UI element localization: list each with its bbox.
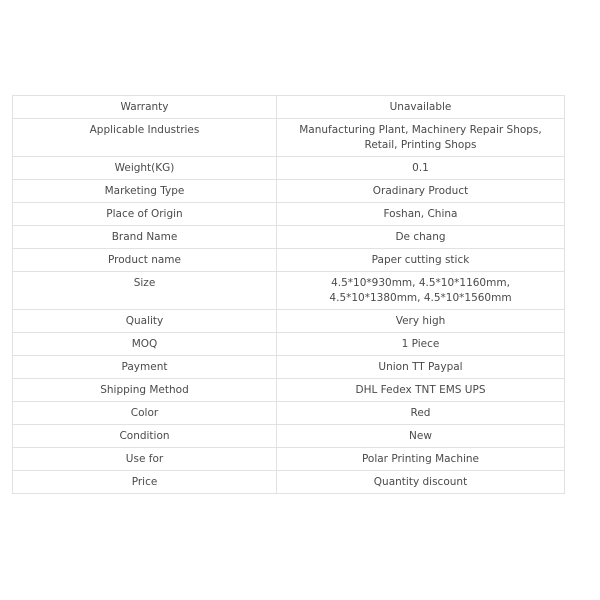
spec-label: Price [13, 471, 277, 494]
table-row [13, 310, 565, 333]
spec-label: Marketing Type [13, 180, 277, 203]
spec-value: 4.5*10*930mm, 4.5*10*1160mm, 4.5*10*1380mm, 4.5*10*1560mm [277, 272, 565, 310]
table-row [13, 425, 565, 448]
spec-value: New [277, 425, 565, 448]
spec-label: Size [13, 272, 277, 310]
spec-label: Condition [13, 425, 277, 448]
spec-label: MOQ [13, 333, 277, 356]
spec-label: Use for [13, 448, 277, 471]
spec-label: Applicable Industries [13, 119, 277, 157]
spec-value: Polar Printing Machine [277, 448, 565, 471]
table-row [13, 226, 565, 249]
table-row [13, 272, 565, 310]
spec-label: Weight(KG) [13, 157, 277, 180]
spec-value: Union TT Paypal [277, 356, 565, 379]
spec-value: De chang [277, 226, 565, 249]
table-row [13, 448, 565, 471]
table-row [13, 379, 565, 402]
table-row [13, 203, 565, 226]
spec-value: Manufacturing Plant, Machinery Repair Shops, Retail, Printing Shops [277, 119, 565, 157]
spec-value: Quantity discount [277, 471, 565, 494]
spec-label: Warranty [13, 96, 277, 119]
table-row [13, 180, 565, 203]
table-row [13, 471, 565, 494]
spec-label: Brand Name [13, 226, 277, 249]
spec-value: Paper cutting stick [277, 249, 565, 272]
spec-value: 1 Piece [277, 333, 565, 356]
table-row [13, 333, 565, 356]
spec-value: 0.1 [277, 157, 565, 180]
table-row [13, 96, 565, 119]
table-row [13, 356, 565, 379]
table-row [13, 249, 565, 272]
spec-label: Product name [13, 249, 277, 272]
table-row [13, 119, 565, 157]
spec-label: Place of Origin [13, 203, 277, 226]
spec-value: Foshan, China [277, 203, 565, 226]
spec-label: Shipping Method [13, 379, 277, 402]
table-row [13, 157, 565, 180]
table-row [13, 402, 565, 425]
spec-label: Color [13, 402, 277, 425]
product-spec-table [12, 95, 565, 494]
spec-value: Oradinary Product [277, 180, 565, 203]
spec-value: Red [277, 402, 565, 425]
spec-label: Payment [13, 356, 277, 379]
spec-label: Quality [13, 310, 277, 333]
spec-value: Very high [277, 310, 565, 333]
spec-value: DHL Fedex TNT EMS UPS [277, 379, 565, 402]
spec-value: Unavailable [277, 96, 565, 119]
